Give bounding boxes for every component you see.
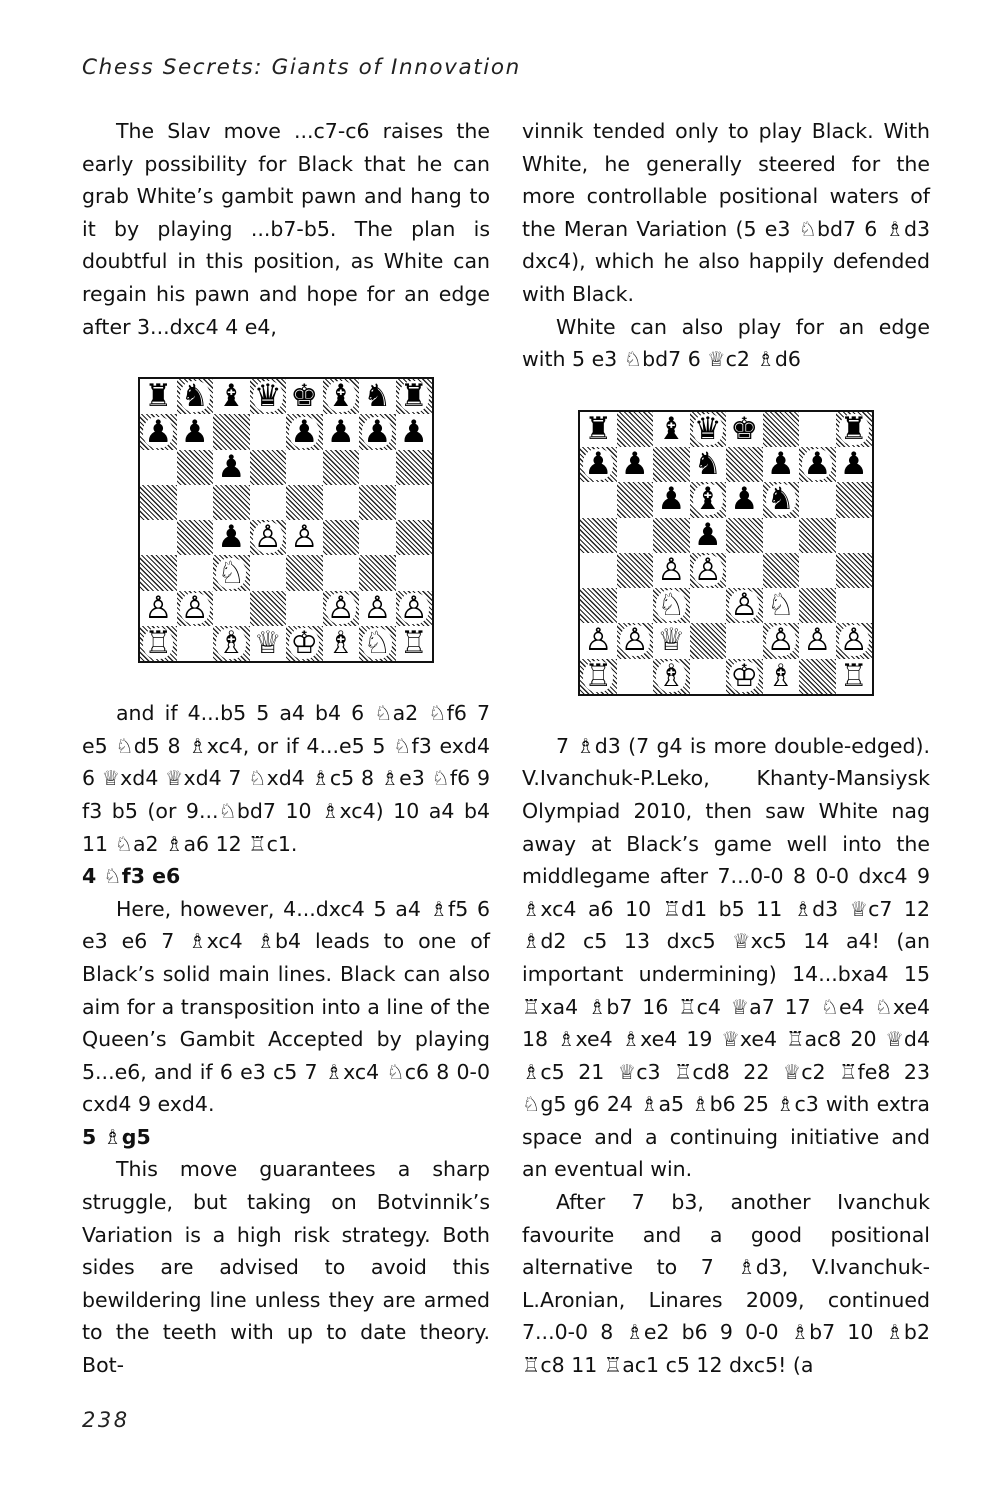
board-square — [286, 626, 323, 661]
board-square — [690, 412, 727, 447]
board-square — [799, 447, 836, 482]
board-square — [799, 482, 836, 517]
board-square — [213, 555, 250, 590]
board-square — [286, 555, 323, 590]
chess-piece: ♔ — [730, 658, 759, 694]
diagram-2-wrapper — [522, 410, 930, 696]
board-square — [763, 553, 800, 588]
chess-piece: ♛ — [693, 411, 722, 447]
chess-piece: ♚ — [290, 379, 319, 415]
board-square — [140, 379, 177, 414]
chess-piece: ♙ — [290, 520, 319, 556]
board-square — [396, 414, 433, 449]
main-line-move: 5 ♗g5 — [82, 1124, 151, 1149]
chess-piece: ♖ — [839, 658, 868, 694]
board-square — [653, 447, 690, 482]
board-square — [617, 518, 654, 553]
board-square — [177, 555, 214, 590]
board-square — [323, 450, 360, 485]
board-square — [140, 555, 177, 590]
chess-piece: ♟ — [217, 449, 246, 485]
chess-piece: ♟ — [620, 447, 649, 483]
board-square — [836, 623, 873, 658]
chess-piece: ♞ — [766, 482, 795, 518]
board-square — [580, 447, 617, 482]
board-square — [799, 623, 836, 658]
diagram-1-wrapper — [82, 377, 490, 663]
board-square — [690, 623, 727, 658]
board-square — [763, 588, 800, 623]
board-square — [799, 412, 836, 447]
board-square — [799, 588, 836, 623]
chess-piece: ♙ — [839, 623, 868, 659]
chess-piece: ♙ — [803, 623, 832, 659]
chess-piece: ♘ — [363, 625, 392, 662]
board-square — [396, 626, 433, 661]
board-square — [653, 518, 690, 553]
board-square — [286, 414, 323, 449]
board-square — [396, 485, 433, 520]
board-square — [250, 414, 287, 449]
chess-piece: ♗ — [326, 625, 355, 662]
chess-piece: ♟ — [584, 447, 613, 483]
chess-piece: ♗ — [657, 658, 686, 694]
chess-piece: ♟ — [363, 414, 392, 450]
chess-piece: ♟ — [803, 447, 832, 483]
board-square — [250, 555, 287, 590]
board-square — [726, 412, 763, 447]
chess-piece: ♙ — [730, 588, 759, 624]
running-title: Chess Secrets: Giants of Innovation — [82, 55, 521, 80]
chess-piece: ♙ — [584, 623, 613, 659]
board-square — [396, 450, 433, 485]
board-square — [359, 626, 396, 661]
main-line-move: 4 ♘f3 e6 — [82, 864, 181, 889]
board-square — [286, 591, 323, 626]
chess-piece: ♙ — [399, 590, 428, 626]
chess-piece: ♟ — [144, 414, 173, 450]
board-square — [617, 482, 654, 517]
board-square — [359, 450, 396, 485]
board-square — [177, 414, 214, 449]
board-square — [323, 591, 360, 626]
chess-piece: ♗ — [766, 658, 795, 694]
chess-piece: ♜ — [144, 379, 173, 415]
chess-diagram-2 — [578, 410, 874, 696]
chess-piece: ♘ — [217, 555, 246, 591]
board-square — [617, 412, 654, 447]
board-square — [396, 520, 433, 555]
board-square — [250, 520, 287, 555]
board-square — [836, 588, 873, 623]
board-square — [140, 485, 177, 520]
board-square — [177, 485, 214, 520]
board-square — [359, 520, 396, 555]
board-square — [250, 626, 287, 661]
chess-piece: ♟ — [326, 414, 355, 450]
chess-diagram-1 — [138, 377, 434, 663]
board-square — [836, 553, 873, 588]
board-square — [213, 591, 250, 626]
chess-piece: ♝ — [326, 379, 355, 415]
board-square — [250, 485, 287, 520]
board-square — [396, 379, 433, 414]
board-square — [140, 520, 177, 555]
board-square — [836, 518, 873, 553]
board-square — [323, 414, 360, 449]
board-square — [140, 450, 177, 485]
board-square — [726, 623, 763, 658]
board-square — [213, 414, 250, 449]
board-square — [763, 659, 800, 694]
board-square — [213, 379, 250, 414]
board-square — [726, 553, 763, 588]
board-square — [286, 520, 323, 555]
board-square — [177, 450, 214, 485]
board-square — [690, 553, 727, 588]
paragraph: After 7 b3, another Ivanchuk favourite and a good positional alternative to 7 ♗d3, V.Ivanchuk-L.Aronian, Linares 2009, continued 7...0-0 8 ♗e2 b6 9 0-0 ♗b7 10 ♗b2 ♖c8 11 ♖ac1 c5 12 dxc5! (a — [522, 1190, 930, 1378]
board-square — [836, 412, 873, 447]
board-square — [250, 379, 287, 414]
board-square — [617, 623, 654, 658]
board-square — [323, 485, 360, 520]
board-square — [799, 553, 836, 588]
board-square — [177, 591, 214, 626]
chess-piece: ♜ — [584, 411, 613, 447]
chess-piece: ♙ — [144, 590, 173, 626]
chess-piece: ♟ — [180, 414, 209, 450]
chess-piece: ♟ — [766, 447, 795, 483]
board-square — [763, 482, 800, 517]
chess-piece: ♟ — [693, 517, 722, 553]
board-square — [213, 485, 250, 520]
chess-piece: ♙ — [180, 590, 209, 626]
board-square — [177, 379, 214, 414]
board-square — [763, 412, 800, 447]
board-square — [323, 520, 360, 555]
chess-piece: ♔ — [290, 625, 319, 662]
chess-piece: ♙ — [693, 552, 722, 588]
board-square — [726, 482, 763, 517]
board-square — [653, 659, 690, 694]
chess-piece: ♙ — [253, 520, 282, 556]
board-square — [836, 482, 873, 517]
board-square — [359, 485, 396, 520]
board-square — [617, 659, 654, 694]
board-square — [359, 555, 396, 590]
chess-piece: ♝ — [693, 482, 722, 518]
board-square — [580, 553, 617, 588]
board-square — [617, 447, 654, 482]
chess-piece: ♕ — [657, 623, 686, 659]
board-square — [617, 553, 654, 588]
board-square — [726, 659, 763, 694]
board-square — [213, 450, 250, 485]
left-column — [82, 115, 490, 1382]
board-square — [726, 588, 763, 623]
chess-piece: ♟ — [730, 482, 759, 518]
board-square — [140, 626, 177, 661]
chess-piece: ♙ — [766, 623, 795, 659]
chess-piece: ♜ — [399, 379, 428, 415]
board-square — [690, 447, 727, 482]
chess-piece: ♘ — [766, 588, 795, 624]
paragraph: vinnik tended only to play Black. With White, he generally steered for the more controllable positional waters of the Meran Variation (5 e3 ♘bd7 6 ♗d3 dxc4), which he also happily defended with Black. — [522, 119, 930, 306]
board-square — [323, 379, 360, 414]
board-square — [580, 412, 617, 447]
paragraph: This move guarantees a sharp struggle, but taking on Botvinnik’s Variation is a high risk strategy. Both sides are advised to avoid this bewildering line unless they are armed to the teeth with up to date theory. Bot- — [82, 1157, 490, 1378]
board-square — [836, 447, 873, 482]
board-square — [763, 623, 800, 658]
chess-piece: ♞ — [693, 447, 722, 483]
chess-piece: ♝ — [217, 379, 246, 415]
board-square — [580, 659, 617, 694]
board-square — [763, 447, 800, 482]
chess-piece: ♘ — [657, 588, 686, 624]
chess-piece: ♙ — [657, 552, 686, 588]
board-square — [799, 518, 836, 553]
chess-piece: ♟ — [657, 482, 686, 518]
chess-piece: ♖ — [584, 658, 613, 694]
board-square — [580, 482, 617, 517]
board-square — [690, 482, 727, 517]
board-square — [177, 626, 214, 661]
board-square — [396, 591, 433, 626]
board-square — [580, 518, 617, 553]
board-square — [726, 518, 763, 553]
board-square — [140, 414, 177, 449]
chess-piece: ♜ — [839, 411, 868, 447]
board-square — [690, 518, 727, 553]
board-square — [323, 555, 360, 590]
board-square — [323, 626, 360, 661]
board-square — [836, 659, 873, 694]
board-square — [690, 659, 727, 694]
chess-piece: ♞ — [180, 379, 209, 415]
chess-piece: ♖ — [399, 625, 428, 662]
chess-piece: ♛ — [253, 379, 282, 415]
board-square — [286, 379, 323, 414]
board-square — [359, 414, 396, 449]
chess-piece: ♝ — [657, 411, 686, 447]
board-square — [580, 588, 617, 623]
paragraph: and if 4...b5 5 a4 b4 6 ♘a2 ♘f6 7 e5 ♘d5 8 ♗xc4, or if 4...e5 5 ♘f3 exd4 6 ♕xd4 ♕xd4 7 ♘xd4 ♗c5 8 ♗e3 ♘f6 9 f3 b5 (or 9...♘bd7 10 ♗xc4) 10 a4 b4 11 ♘a2 ♗a6 12 ♖c1. — [82, 701, 490, 856]
board-square — [653, 623, 690, 658]
right-column — [522, 115, 930, 1382]
board-square — [653, 588, 690, 623]
chess-piece: ♟ — [839, 447, 868, 483]
board-square — [177, 520, 214, 555]
page-number: 238 — [82, 1408, 130, 1432]
chess-piece: ♕ — [253, 625, 282, 662]
board-square — [140, 591, 177, 626]
chess-piece: ♞ — [363, 379, 392, 415]
board-square — [396, 555, 433, 590]
paragraph: Here, however, 4...dxc4 5 a4 ♗f5 6 e3 e6 7 ♗xc4 ♗b4 leads to one of Black’s solid main lines. Black can also aim for a transposition into a line of the Queen’s Gambit Accepted by playing 5...e6, and if 6 e3 c5 7 ♗xc4 ♘c6 8 0-0 cxd4 9 exd4. — [82, 896, 490, 1117]
chess-piece: ♖ — [144, 625, 173, 662]
board-square — [799, 659, 836, 694]
chess-piece: ♟ — [399, 414, 428, 450]
board-square — [653, 482, 690, 517]
board-square — [250, 591, 287, 626]
chess-piece: ♙ — [620, 623, 649, 659]
board-square — [286, 485, 323, 520]
chess-piece: ♗ — [217, 625, 246, 662]
chess-piece: ♟ — [217, 520, 246, 556]
board-square — [359, 591, 396, 626]
paragraph: White can also play for an edge with 5 e3 ♘bd7 6 ♕c2 ♗d6 — [522, 314, 930, 372]
paragraph: The Slav move ...c7-c6 raises the early possibility for Black that he can grab White’s gambit pawn and hang to it by playing ...b7-b5. The plan is doubtful in this position, as White can regain his pawn and hope for an edge after 3...dxc4 4 e4, — [82, 119, 490, 339]
board-square — [690, 588, 727, 623]
chess-piece: ♙ — [326, 590, 355, 626]
board-square — [653, 412, 690, 447]
board-square — [359, 379, 396, 414]
chess-piece: ♚ — [730, 411, 759, 447]
board-square — [726, 447, 763, 482]
board-square — [653, 553, 690, 588]
board-square — [286, 450, 323, 485]
chess-piece: ♙ — [363, 590, 392, 626]
board-square — [250, 450, 287, 485]
board-square — [617, 588, 654, 623]
board-square — [580, 623, 617, 658]
board-square — [213, 520, 250, 555]
chess-piece: ♟ — [290, 414, 319, 450]
paragraph: 7 ♗d3 (7 g4 is more double-edged). V.Ivanchuk-P.Leko, Khanty-Mansiysk Olympiad 2010, then saw White nag away at Black’s game well into the middlegame after 7...0-0 8 0-0 dxc4 9 ♗xc4 a6 10 ♖d1 b5 11 ♗d3 ♕c7 12 ♗d2 c5 13 dxc5 ♕xc5 14 a4! (an important undermining) 14...bxa4 15 ♖xa4 ♗b7 16 ♖c4 ♕a7 17 ♘e4 ♘xe4 18 ♗xe4 ♗xe4 19 ♕xe4 ♖ac8 20 ♕d4 ♗c5 21 ♕c3 ♖cd8 22 ♕c2 ♖fe8 23 ♘g5 g6 24 ♗a5 ♗b6 25 ♗c3 with extra space and a continuing initiative and an eventual win. — [522, 733, 930, 1182]
board-square — [213, 626, 250, 661]
board-square — [763, 518, 800, 553]
